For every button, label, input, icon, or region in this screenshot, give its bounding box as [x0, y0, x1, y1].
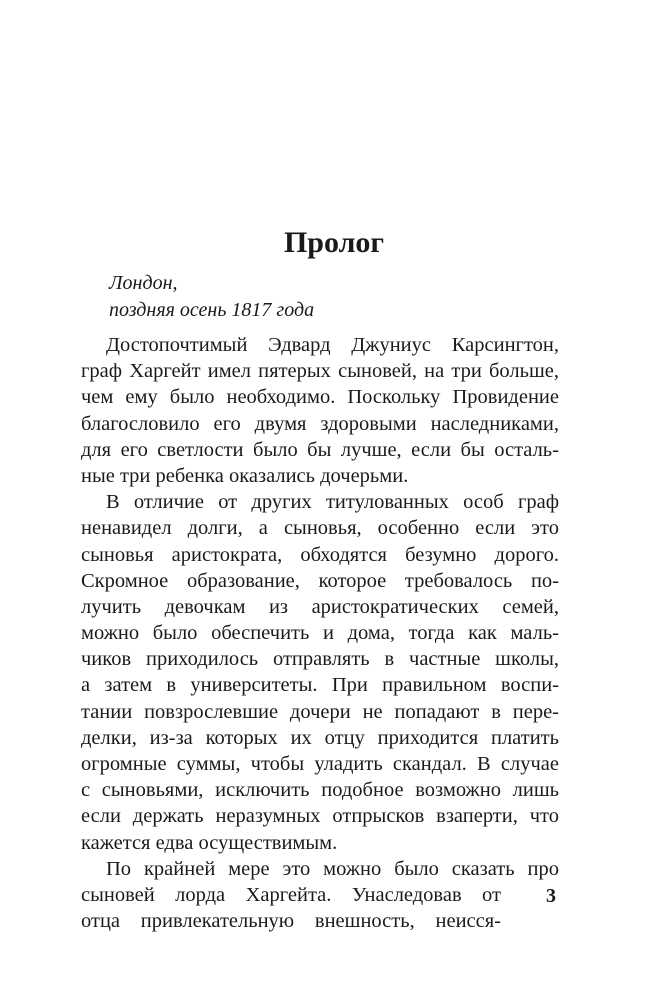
- text-line: сыновья аристократа, обходятся безумно дорого.: [81, 543, 559, 566]
- body-text: [81, 332, 559, 934]
- text-line: чем ему было необходимо. Поскольку Провидение: [81, 386, 559, 409]
- text-line: Скромное образование, которое требовалось по-: [81, 569, 559, 592]
- epigraph-place: Лондон,: [109, 272, 178, 294]
- text-line: благословило его двумя здоровыми наследниками,: [81, 412, 559, 435]
- text-line: сыновей лорда Харгейта. Унаследовав от: [81, 883, 501, 906]
- text-line: лучить девочкам из аристократических семей,: [81, 595, 559, 618]
- text-line: а затем в университеты. При правильном воспи-: [81, 674, 559, 697]
- text-line: если держать неразумных отпрысков взаперти, что: [81, 805, 559, 828]
- text-line: Достопочтимый Эдвард Джуниус Карсингтон,: [106, 334, 559, 356]
- text-line: По крайней мере это можно было сказать про: [106, 857, 559, 880]
- chapter-title: Пролог: [283, 226, 385, 259]
- text-line: ненавидел долги, а сыновья, особенно если это: [81, 517, 559, 540]
- text-line: тании повзрослевшие дочери не попадают в пере-: [81, 700, 559, 723]
- text-line: кажется едва осуществимым.: [81, 831, 338, 854]
- epigraph-time: поздняя осень 1817 года: [109, 299, 315, 321]
- page-number: 3: [546, 885, 556, 907]
- epigraph: [109, 270, 559, 324]
- text-line: чиков приходилось отправлять в частные школы,: [81, 648, 559, 671]
- text-line: можно было обеспечить и дома, тогда как маль-: [81, 622, 559, 645]
- text-line: граф Харгейт имел пятерых сыновей, на три больше,: [81, 360, 559, 383]
- text-line: В отличие от других титулованных особ граф: [106, 491, 559, 514]
- text-line: для его светлости было бы лучше, если бы осталь-: [81, 438, 559, 461]
- text-line: ные три ребенка оказались дочерьми.: [81, 464, 409, 487]
- text-line: отца привлекательную внешность, неисся-: [81, 910, 501, 933]
- text-line: огромные суммы, чтобы уладить скандал. В случае: [81, 753, 559, 775]
- text-line: делки, из-за которых их отцу приходится платить: [81, 726, 559, 749]
- text-line: с сыновьями, исключить подобное возможно лишь: [81, 779, 559, 802]
